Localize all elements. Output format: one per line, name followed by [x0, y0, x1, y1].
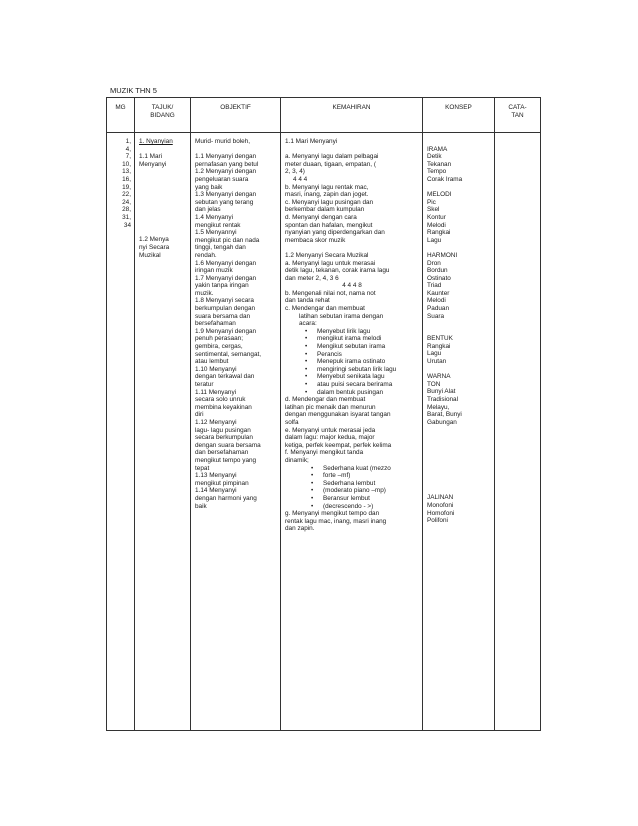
skill-line: b. Mengenali nilai not, nama not [285, 289, 376, 297]
skill-line: meter duaan, tigaan, empatan, ( [285, 160, 376, 168]
objective-line: dengan harmoni yang [195, 494, 257, 502]
content-row [107, 133, 541, 731]
objective-line: lagu- lagu pusingan [195, 426, 251, 434]
bullet-item: • Beransur lembut [285, 495, 419, 503]
objective-line: 1.3 Menyanyi dengan [195, 191, 257, 199]
skill-line: d. Mendengar dan membuat [285, 396, 366, 404]
objective-line: gembira, cergas, [195, 343, 243, 351]
bullet-item: • Sederhana kuat (mezzo [285, 465, 419, 473]
objective-line: membina keyakinan [195, 403, 252, 411]
bullet-item-cont: • mengiringi sebutan lirik lagu [285, 366, 419, 374]
skill-line: f. Menyanyi mengikut tanda [285, 449, 364, 457]
bullet-item-cont: • dalam bentuk pusingan [285, 389, 419, 397]
concept-heading: IRAMA [427, 145, 448, 153]
bullet-item-cont: • (decrescendo - >) [285, 503, 419, 511]
concept-item: Paduan [427, 305, 450, 313]
objective-line: yakin tanpa iringan [195, 282, 249, 290]
lesson-plan-table [106, 97, 541, 731]
week-number: 34 [123, 221, 131, 229]
skill-line: dan tanda rehat [285, 297, 330, 305]
skill-line: masri, inang, zapin dan joget. [285, 191, 369, 199]
topic-heading: 1. Nyanyian [139, 138, 173, 145]
skill-line: dengan menggunakan isyarat tangan [285, 411, 391, 419]
concept-item: TON [427, 380, 441, 388]
objective-line: teratur [195, 381, 214, 388]
objective-line: dengan suara bersama [195, 441, 261, 449]
tajuk-cell [135, 133, 191, 731]
concept-item: Pic [427, 198, 436, 206]
skill-line: nyanyian yang diperdengarkan dan [285, 229, 385, 237]
concept-item: Polifoni [427, 517, 448, 525]
bullet-item: • Sederhana lembut [285, 480, 419, 488]
concept-group-warna [427, 373, 491, 426]
skill-heading: 1.1 Mari Menyanyi [285, 138, 338, 145]
objective-line: 1.6 Menyanyi dengan [195, 259, 257, 267]
concept-item: Monofoni [427, 501, 454, 509]
week-number: 31, [122, 213, 131, 221]
concept-item: Detik [427, 153, 442, 161]
objective-line: diri [195, 411, 204, 419]
skill-line: solfa [285, 418, 299, 426]
skill-line: g. Menyanyi mengikut tempo dan [285, 510, 380, 518]
objective-line: mengikut pic dan nada [195, 236, 260, 244]
objective-line: muzik. [195, 289, 214, 297]
concept-item: Skel [427, 206, 440, 214]
concept-item: Tekanan [427, 160, 452, 168]
header-kemahiran: KEMAHIRAN [281, 98, 423, 133]
objective-line: tepat [195, 464, 210, 472]
objective-line: 1.10 Menyanyi [195, 365, 237, 373]
skill-line: 4 4 4 [293, 175, 308, 183]
bullet-item-cont: • Perancis [285, 351, 419, 359]
document-title: MUZIK THN 5 [110, 86, 157, 95]
objective-intro: Murid- murid boleh, [195, 138, 251, 145]
objective-line: 1.7 Menyanyi dengan [195, 274, 257, 282]
week-number: 7, [125, 153, 131, 161]
skill-line: a. Menyanyi lagu untuk merasai [285, 259, 376, 267]
skill-line: rentak lagu mac, inang, masri inang [285, 517, 387, 525]
week-number: 13, [122, 168, 131, 176]
skill-line: dan meter 2, 4, 3 6 [285, 274, 339, 282]
objective-line: iringan muzik [195, 267, 233, 275]
concept-item: Lagu [427, 236, 442, 244]
week-number: 28, [122, 206, 131, 214]
concept-item: Urutan [427, 358, 447, 366]
week-number: 19, [122, 183, 131, 191]
week-number: 22, [122, 191, 131, 199]
objective-line: bersefahaman [195, 320, 236, 328]
concept-group-irama [427, 146, 491, 184]
week-number: 24, [122, 198, 131, 206]
concept-item: Melodi [427, 297, 446, 305]
subtopic-2-cont: nyi Secara [139, 243, 170, 251]
concept-heading: WARNA [427, 373, 451, 381]
objective-line: tinggi, tengah dan [195, 244, 246, 252]
concept-item: Gabungan [427, 418, 457, 426]
skill-line: b. Menyanyi lagu rentak mac, [285, 183, 369, 191]
concept-item: Tempo [427, 168, 447, 176]
concept-item: Rangkai [427, 342, 451, 350]
bullet-item: • Menyebut senikata lagu [285, 373, 419, 381]
concept-item: Homofoni [427, 509, 455, 517]
skill-line: latihan sebutan irama dengan [299, 312, 384, 320]
catatan-cell [495, 133, 541, 731]
bullet-item-cont: • (moderato piano –mp) [285, 487, 419, 495]
skill-line: spontan dan hafalan, mengikut [285, 221, 373, 229]
objective-line: baik [195, 502, 207, 510]
objective-line: 1.12 Menyanyi [195, 418, 237, 426]
objective-line: 1.2 Menyanyi dengan [195, 168, 257, 176]
concept-item: Melodi [427, 221, 446, 229]
concept-group-melodi [427, 191, 491, 244]
objective-line: 1.13 Menyanyi [195, 472, 237, 480]
week-number: 1, [125, 138, 131, 145]
concept-item: Triad [427, 282, 442, 290]
skill-line: e. Menyanyi untuk merasai jeda [285, 426, 376, 434]
concept-item: Bunyi Alat [427, 388, 456, 396]
konsep-cell [423, 133, 495, 731]
concept-item: Corak Irama [427, 175, 463, 183]
kemahiran-cell [281, 133, 423, 731]
concept-item: Rangkai [427, 229, 451, 237]
skill-heading: 1.2 Menyanyi Secara Muzikal [285, 251, 369, 259]
objective-line: mengikut tempo yang [195, 456, 257, 464]
skill-line: detik lagu, tekanan, corak irama lagu [285, 267, 390, 275]
objective-line: dan jelas [195, 206, 221, 214]
bullet-item-cont: • mengikut irama melodi [285, 335, 419, 343]
concept-heading: BENTUK [427, 335, 453, 343]
week-number: 10, [122, 160, 131, 168]
objective-line: yang baik [195, 183, 223, 191]
concept-item: Ostinato [427, 274, 451, 282]
skill-line: c. Mendengar dan membuat [285, 305, 365, 313]
objective-line: 1.14 Menyanyi [195, 487, 237, 495]
header-catatan: CATA- TAN [495, 98, 541, 133]
objective-line: secara solo unruk [195, 396, 246, 404]
concept-item: Tradisional [427, 396, 459, 403]
skill-line: 4 4 4 8 [342, 282, 362, 290]
skill-line: berkembar dalam kumpulan [285, 206, 365, 214]
skill-line: a. Menyanyi lagu dalam pelbagai [285, 153, 379, 161]
bullet-item: • Menepuk irama ostinato [285, 358, 419, 366]
objective-line: sentimental, semangat, [195, 350, 262, 358]
bullet-item: • Menyebut lirik lagu [285, 328, 419, 336]
subtopic-2: 1.2 Menya [139, 236, 169, 244]
objective-line: dengan terkawal dan [195, 373, 255, 381]
skill-line: dalam lagu: major kedua, major [285, 434, 375, 442]
objective-line: atau lembut [195, 358, 229, 366]
objective-line: sebutan yang terang [195, 198, 254, 206]
objective-line: 1.8 Menyanyi secara [195, 297, 254, 305]
concept-item: Kaunter [427, 289, 450, 297]
header-mg: MG [107, 98, 135, 133]
concept-item: Kontur [427, 213, 446, 221]
objective-line: pernafasan yang betul [195, 160, 259, 168]
objective-line: dan bersefahaman [195, 449, 249, 457]
week-number: 16, [122, 175, 131, 183]
skill-line: latihan pic menaik dan menurun [285, 403, 376, 411]
concept-heading: HARMONI [427, 251, 458, 259]
concept-heading: MELODI [427, 191, 452, 199]
skill-line: dan zapin. [285, 525, 315, 533]
bullet-item: • Mengikut sebutan irama [285, 343, 419, 351]
bullet-item-cont: • atau puisi secara berirama [285, 381, 419, 389]
concept-item: Suara [427, 312, 445, 320]
objective-line: 1.5 Menyannyi [195, 229, 237, 237]
objective-line: rendah. [195, 251, 217, 259]
concept-item: Dron [427, 259, 441, 267]
header-konsep: KONSEP [423, 98, 495, 133]
concept-heading: JALINAN [427, 494, 454, 502]
objective-line: mengikut pimpinan [195, 479, 249, 487]
header-row [107, 98, 541, 133]
subtopic-1-cont: Menyanyi [139, 160, 167, 168]
objective-line: suara bersama dan [195, 312, 251, 320]
skill-line: 2, 3, 4) [285, 168, 305, 176]
skill-line: c. Menyanyi lagu pusingan dan [285, 198, 374, 206]
concept-item: Barat, Bunyi [427, 411, 462, 419]
subtopic-2-cont: Muzikal [139, 251, 161, 259]
bullet-item-cont: • forte –mf) [285, 472, 419, 480]
concept-item: Bordun [427, 267, 448, 275]
objective-line: secara berkumpulan [195, 434, 253, 442]
concept-item: Melayu, [427, 403, 450, 411]
objective-line [195, 146, 277, 154]
mg-cell [107, 133, 135, 731]
objektif-cell [191, 133, 281, 731]
subtopic-1: 1.1 Mari [139, 153, 163, 161]
skill-line: d. Menyanyi dengan cara [285, 213, 357, 221]
objective-line: mengikut rentak [195, 221, 241, 229]
header-objektif: OBJEKTIF [191, 98, 281, 133]
skill-line: acara: [299, 320, 317, 328]
skill-line: ketiga, perfek keempat, perfek kelima [285, 441, 392, 449]
objective-line: 1.4 Menyanyi [195, 213, 234, 221]
objective-line: pengeluaran suara [195, 175, 249, 183]
skill-line: membaca skor muzik [285, 236, 346, 244]
objective-line: 1.9 Menyanyi dengan [195, 327, 257, 335]
concept-group-bentuk [427, 335, 491, 365]
objective-line: 1.11 Menyanyi [195, 388, 237, 396]
objective-line: 1.1 Menyanyi dengan [195, 153, 257, 161]
concept-item: Lagu [427, 350, 442, 358]
objective-line: penuh perasaan; [195, 335, 243, 343]
concept-group-harmoni [427, 252, 491, 320]
header-tajuk: TAJUK/ BIDANG [135, 98, 191, 133]
concept-group-jalinan [427, 494, 491, 524]
skill-line: dinamik; [285, 456, 309, 464]
objective-line: berkumpulan dengan [195, 305, 256, 313]
week-number: 4, [125, 145, 131, 153]
